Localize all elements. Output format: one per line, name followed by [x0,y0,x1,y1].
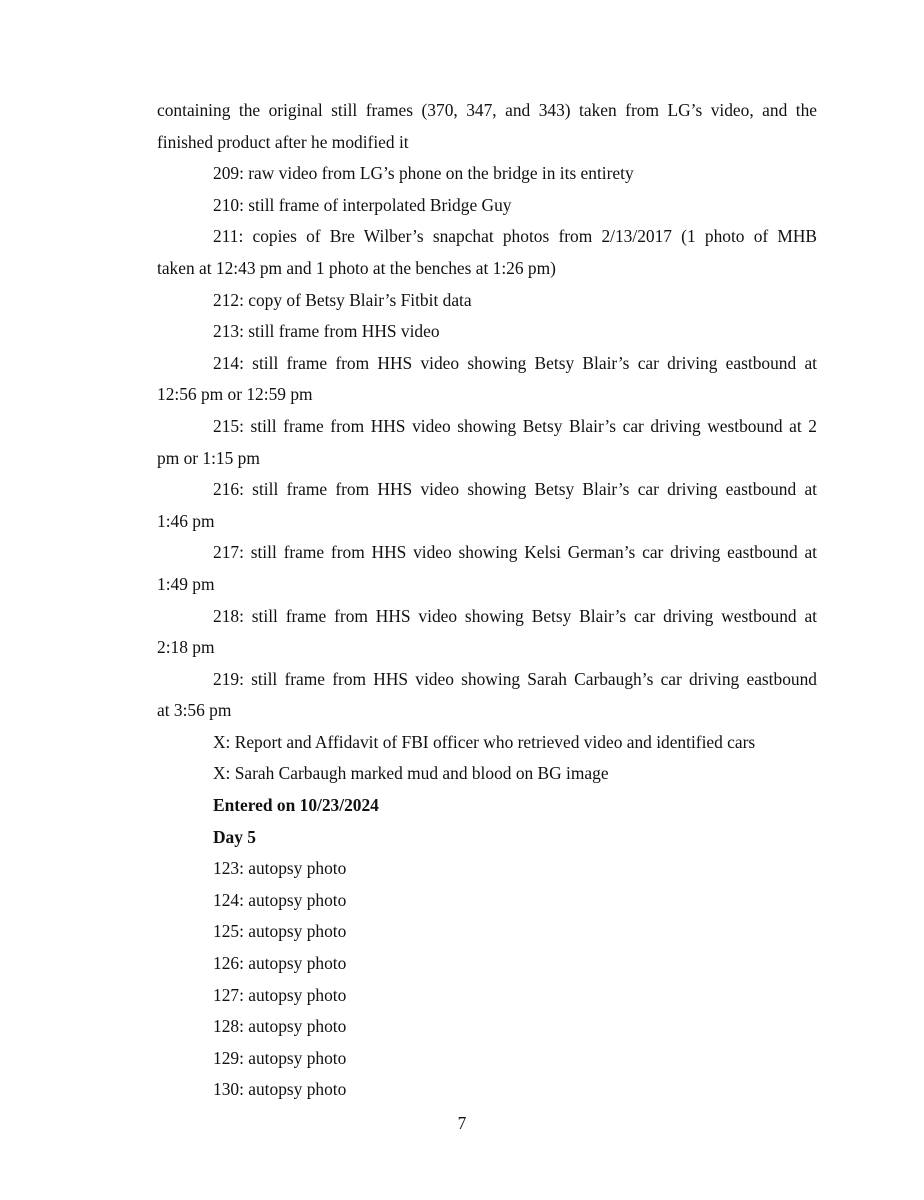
exhibit-124: 124: autopsy photo [213,889,347,910]
exhibit-x-bg-image: X: Sarah Carbaugh marked mud and blood on BG image [213,763,609,784]
exhibit-126: 126: autopsy photo [213,953,347,974]
text-line: containing the original still frames (370, 347, and 343) taken from LG’s video, and the [157,100,817,120]
exhibit-218: 218: still frame from HHS video showing Betsy Blair’s car driving westbound at [213,605,817,626]
exhibit-219: 219: still frame from HHS video showing Sarah Carbaugh’s car driving eastbound [213,668,817,689]
exhibit-130: 130: autopsy photo [213,1079,347,1100]
exhibit-219-continued: at 3:56 pm [157,700,232,721]
exhibit-129: 129: autopsy photo [213,1047,347,1068]
exhibit-218-continued: 2:18 pm [157,637,215,658]
page-number: 7 [457,1113,467,1133]
exhibit-217-continued: 1:49 pm [157,573,215,594]
exhibit-213: 213: still frame from HHS video [213,321,440,342]
exhibit-127: 127: autopsy photo [213,984,347,1005]
exhibit-123: 123: autopsy photo [213,858,347,879]
exhibit-128: 128: autopsy photo [213,1016,347,1037]
exhibit-215: 215: still frame from HHS video showing Betsy Blair’s car driving westbound at 2 [213,415,817,436]
exhibit-125: 125: autopsy photo [213,921,347,942]
exhibit-214: 214: still frame from HHS video showing Betsy Blair’s car driving eastbound at [213,352,817,373]
entered-date-heading: Entered on 10/23/2024 [213,795,379,816]
exhibit-209: 209: raw video from LG’s phone on the bridge in its entirety [213,163,634,184]
exhibit-215-continued: pm or 1:15 pm [157,447,260,468]
text-line: finished product after he modified it [157,131,409,152]
exhibit-211: 211: copies of Bre Wilber’s snapchat photos from 2/13/2017 (1 photo of MHB [213,226,817,247]
exhibit-216: 216: still frame from HHS video showing Betsy Blair’s car driving eastbound at [213,479,817,500]
exhibit-210: 210: still frame of interpolated Bridge Guy [213,194,512,215]
exhibit-212: 212: copy of Betsy Blair’s Fitbit data [213,289,472,310]
exhibit-x-fbi-report: X: Report and Affidavit of FBI officer who retrieved video and identified cars [213,731,756,752]
exhibit-214-continued: 12:56 pm or 12:59 pm [157,384,313,405]
page-body [157,95,817,1106]
exhibit-216-continued: 1:46 pm [157,510,215,531]
day-heading: Day 5 [213,826,256,847]
exhibit-211-continued: taken at 12:43 pm and 1 photo at the benches at 1:26 pm) [157,257,556,278]
exhibit-217: 217: still frame from HHS video showing Kelsi German’s car driving eastbound at [213,542,817,563]
